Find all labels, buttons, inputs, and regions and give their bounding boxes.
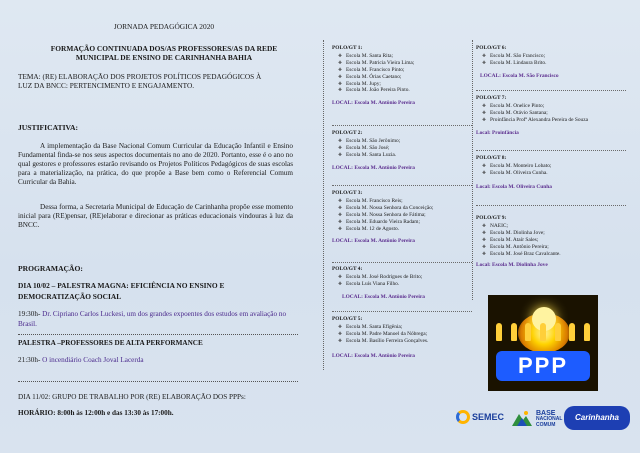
person-figure — [525, 323, 531, 341]
polo-local: LOCAL: Escola M. Antônio Pereira — [342, 293, 425, 300]
people-figures — [496, 323, 590, 343]
polo-gt-5 — [332, 316, 472, 360]
column-separator — [472, 40, 473, 300]
polo-gt-8 — [476, 155, 626, 191]
school-item: ❖ Escola M. Santa Rita; — [332, 53, 472, 60]
person-figure — [555, 323, 561, 341]
polo-local: LOCAL: Escola M. Antônio Pereira — [332, 238, 415, 245]
school-item: ❖ NAEIC; — [476, 223, 626, 230]
formacao-line-1: FORMAÇÃO CONTINUADA DOS/AS PROFESSORES/AS DA REDE — [50, 44, 278, 53]
divider — [332, 262, 472, 263]
polo-local: Local: Escola M. Oliveira Cunha — [476, 183, 552, 190]
polo-gt-7 — [476, 95, 631, 137]
school-item: ❖ Escola M. Órias Caetano; — [332, 74, 472, 81]
bncc-logo — [536, 410, 563, 434]
polo-local: LOCAL: Escola M. Antônio Pereira — [332, 352, 415, 359]
school-item: ❖ Escola M. Santa Efigênia; — [332, 324, 472, 331]
school-item: ❖ Escola M. Oliveira Cunha. — [476, 170, 626, 177]
polo-title: POLO/GT 4: — [332, 266, 363, 272]
school-item: ❖ Proinfância Profª Alexandra Pereira de Souza — [476, 117, 631, 124]
person-figure — [496, 323, 502, 341]
justificativa-paragraph-2: Dessa forma, a Secretaria Municipal de Educação de Carinhanha propõe esse momento inicial para (RE)pensar, (RE)elaborar e direcionar as práticas educacionais vindouras à luz da BNCC. — [18, 203, 293, 229]
mountain-logo-icon — [512, 410, 532, 426]
ppp-label: PPP — [496, 351, 590, 381]
school-item: ❖ Escola M. Nossa Senhora de Fátima; — [332, 212, 472, 219]
cipriano-text: Dr. Cipriano Carlos Luckesi, um dos grandes expoentes dos estudos em avaliação no Brasil. — [18, 310, 287, 328]
school-item: ❖ Escola M. Nossa Senhora da Conceição; — [332, 205, 472, 212]
school-item: ❖ Escola M. Francisco Reis; — [332, 198, 472, 205]
left-column — [18, 0, 310, 453]
formacao-line-2: MUNICIPAL DE ENSINO DE CARINHANHA BAHIA — [75, 53, 253, 62]
school-item: ❖ Escola M. José Rodrigues de Brito; — [332, 274, 472, 281]
polo-title: POLO/GT 3: — [332, 190, 363, 196]
polo-gt-1 — [332, 45, 472, 107]
programacao-heading: PROGRAMAÇÃO: — [18, 264, 83, 273]
polo-gt-6 — [476, 45, 626, 80]
school-item: ❖ Escola M. Onelice Pinto; — [476, 103, 631, 110]
horario: HORÁRIO: 8:00h às 12:00h e das 13:30 às 17:00h. — [18, 409, 174, 417]
school-item: ❖ Escola M. José Braz Cavalcante. — [476, 251, 626, 258]
column-separator — [323, 40, 324, 370]
joval-text: O incendiário Coach Joval Lacerda — [42, 356, 144, 364]
joval-item — [18, 356, 144, 365]
divider — [18, 381, 298, 382]
polo-title: POLO/GT 9: — [476, 215, 507, 221]
palestra2-heading: PALESTRA –PROFESSORES DE ALTA PERFORMANCE — [18, 339, 203, 347]
polo-local: LOCAL: Escola M. Antônio Pereira — [332, 164, 415, 171]
school-item: ❖ Escola M. Diolinha Jove; — [476, 230, 626, 237]
page-title: JORNADA PEDAGÓGICA 2020 — [113, 22, 215, 31]
school-item: ❖ Escola M. São Jerônimo; — [332, 138, 472, 145]
school-item: ❖ Escola Luís Viana Filho. — [332, 281, 472, 288]
person-figure — [584, 323, 590, 341]
tema-line-1: TEMA: (RE) ELABORAÇÃO DOS PROJETOS POLÍTICOS PEDAGÓGICOS À — [18, 72, 262, 81]
bncc-line-1: BASE — [536, 410, 556, 417]
school-item: ❖ Escola M. Ataír Sales; — [476, 237, 626, 244]
polo-title: POLO/GT 2: — [332, 130, 363, 136]
polo-title: POLO/GT 8: — [476, 155, 507, 161]
semec-label: SEMEC — [472, 412, 505, 422]
polo-title: POLO/GT 6: — [476, 45, 507, 51]
joval-time: 21:30h- — [18, 356, 41, 364]
person-figure — [540, 323, 546, 341]
carinhanha-logo: Carinhanha — [564, 406, 630, 430]
polo-local: Local: Escola M. Diolinha Jove — [476, 262, 548, 269]
semec-logo — [456, 406, 506, 428]
ppp-illustration — [488, 295, 598, 391]
formacao-heading — [18, 44, 310, 62]
dia1-line-2: DEMOCRATIZAÇÃO SOCIAL — [18, 292, 122, 301]
dia1-heading — [18, 280, 293, 302]
person-figure — [511, 323, 517, 341]
school-item: ❖ Escola M. Jupy; — [332, 81, 472, 88]
divider — [332, 185, 472, 186]
dia1-line-1: DIA 10/02 – PALESTRA MAGNA: EFICIÊNCIA NO ENSINO E — [18, 281, 225, 290]
school-item: ❖ Escola M. Padre Manoel da Nóbrega; — [332, 331, 472, 338]
polo-title: POLO/GT 1: — [332, 45, 363, 51]
school-item: ❖ Escola M. Patricia Vieira Lima; — [332, 60, 472, 67]
school-item: ❖ Escola M. João Pereira Pinto. — [332, 87, 472, 94]
polo-gt-2 — [332, 130, 472, 172]
divider — [476, 90, 626, 91]
polo-gt-9 — [476, 215, 626, 269]
person-figure — [569, 323, 575, 341]
school-item: ❖ Escola M. Lindaura Brito. — [476, 60, 626, 67]
polo-gt-3 — [332, 190, 472, 245]
school-item: ❖ Escola M. Santa Luzia. — [332, 152, 472, 159]
cipriano-time: 19:30h- — [18, 310, 41, 318]
justificativa-heading: JUSTIFICATIVA: — [18, 123, 79, 132]
bncc-line-3: COMUM — [536, 421, 556, 428]
school-item: ❖ Escola M. São Francisco; — [476, 53, 626, 60]
polo-local: LOCAL: Escola M. São Francisco — [480, 72, 559, 79]
school-item: ❖ Escola M. Basílio Ferreira Gonçalves. — [332, 338, 472, 345]
polo-local: LOCAL: Escola M. Antônio Pereira — [332, 100, 415, 107]
divider — [476, 150, 626, 151]
polo-title: POLO/GT 7: — [476, 95, 507, 101]
school-item: ❖ Escola M. Francisco Pinto; — [332, 67, 472, 74]
school-item: ❖ Escola M. Eduardo Vieira Radam; — [332, 219, 472, 226]
polo-local: Local: Proinfância — [476, 129, 519, 136]
semec-ring-icon — [456, 410, 470, 424]
dia2-heading: DIA 11/02: GRUPO DE TRABALHO POR (RE) ELABORAÇÃO DOS PPPs: — [18, 393, 246, 401]
divider — [476, 205, 626, 206]
divider — [332, 125, 472, 126]
tema-line-2: LUZ DA BNCC: PERTENCIMENTO E ENGAJAMENTO. — [18, 81, 195, 91]
school-item: ❖ Escola M. Otávio Santana; — [476, 110, 631, 117]
divider — [18, 334, 298, 335]
polo-gt-4 — [332, 266, 472, 301]
justificativa-paragraph-1: A implementação da Base Nacional Comum Curricular da Educação Infantil e Ensino Fundamental finda-se nos seus aspectos documentais no ano de 2020. Portanto, esse é o ano no qual gestores e professores estarão revisando os Projetos Políticos Pedagógicos de suas escolas para a materialização, na prática, do que propõe a Base bem como o Referencial Comum Curricular da Bahia. — [18, 142, 293, 186]
divider — [332, 311, 472, 312]
cipriano-item — [18, 309, 293, 329]
polo-title: POLO/GT 5: — [332, 316, 363, 322]
school-item: ❖ Escola M. 12 de Agosto. — [332, 226, 472, 233]
school-item: ❖ Escola M. Monteiro Lobato; — [476, 163, 626, 170]
school-item: ❖ Escola M. São José; — [332, 145, 472, 152]
tema — [18, 72, 288, 90]
school-item: ❖ Escola M. Antônio Pereira; — [476, 244, 626, 251]
bncc-line-2: NACIONAL — [536, 416, 563, 422]
